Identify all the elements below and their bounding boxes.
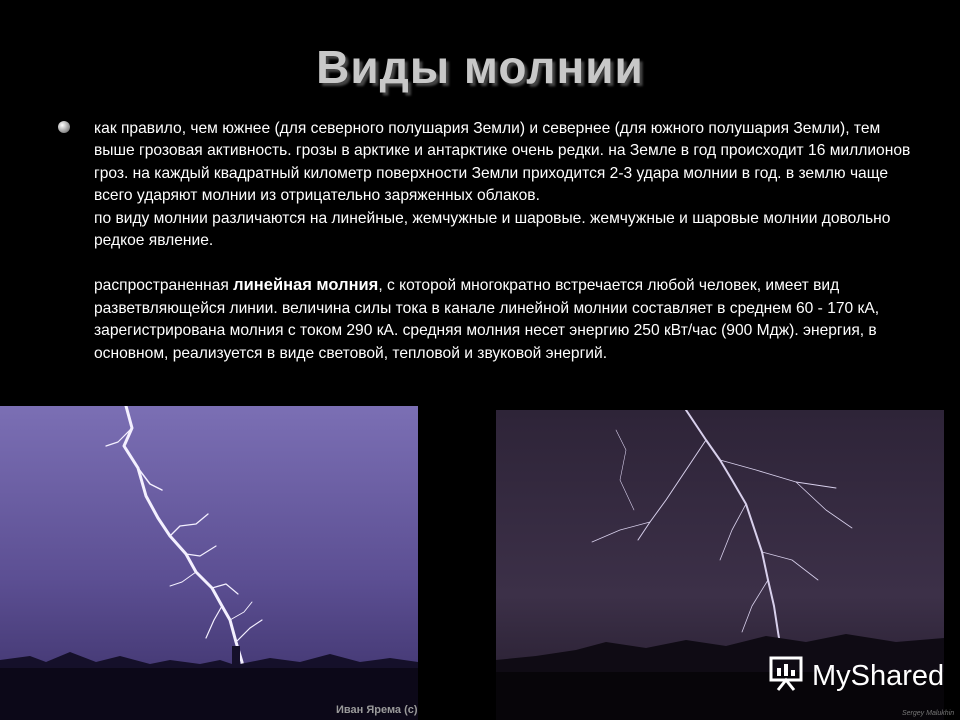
paragraph-3-end: , с которой многократно встречается любой человек, имеет вид разветвляющейся линии. величина силы тока в канале линейной молнии составляет в среднем 60 - 170 кА, зарегистрирована молния с током 290 кА. средняя молния несет энергию 250 кВт/час (900 Мдж). энергия, в основном, реализуется в виде световой, тепловой и звуковой энергий.: [94, 277, 880, 362]
photo-credit: Иван Ярема (с): [336, 704, 418, 716]
highlight-term: линейная молния: [233, 276, 379, 295]
watermark-text: MyShared: [812, 659, 945, 692]
slide-body: [94, 118, 914, 365]
paragraph-1: как правило, чем южнее (для северного полушария Земли) и севернее (для южного полушария Земли), тем выше грозовая активность. грозы в арктике и антарктике очень редки. на Земле в год происходит 16 миллионов гроз. на каждый квадратный километр поверхности Земли приходится 2-3 удара молнии в год. в землю чаще всего ударяют молнии из отрицательно заряженных облаков.: [94, 120, 911, 205]
paragraph-3: [94, 274, 914, 365]
lightning-photo-left: [0, 406, 418, 720]
myshared-watermark: [768, 656, 944, 696]
paragraph-2: по виду молнии различаются на линейные, жемчужные и шаровые. жемчужные и шаровые молнии довольно редкое явление.: [94, 209, 891, 250]
paragraph-3-start: распространенная: [94, 277, 234, 295]
presentation-board-icon: [768, 654, 806, 699]
small-photo-credit: Sergey Malukhin: [902, 710, 955, 717]
bullet-icon: [58, 121, 70, 133]
slide-title: Виды молнии: [316, 41, 644, 93]
paragraph-gap: [94, 252, 914, 274]
